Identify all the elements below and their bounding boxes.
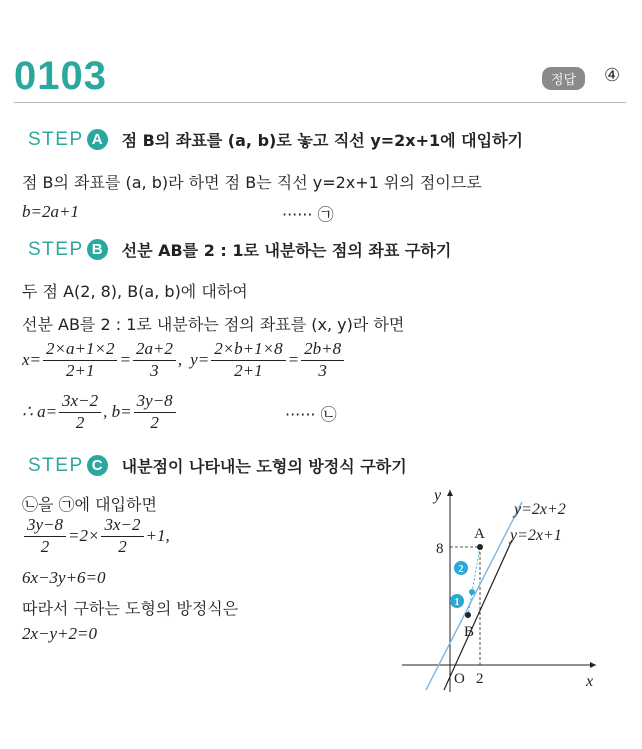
step-b-line1: 두 점 A(2, 8), B(a, b)에 대하여 bbox=[22, 282, 248, 301]
division-point-dot bbox=[469, 589, 475, 595]
frac-den: 2+1 bbox=[66, 360, 95, 380]
frac-num: 2×b+1×8 bbox=[211, 340, 285, 361]
step-b-badge: B bbox=[87, 239, 108, 260]
frac-den: 2 bbox=[118, 536, 127, 556]
point-b-label: B bbox=[464, 624, 475, 640]
ratio-2-label: 2 bbox=[458, 564, 464, 575]
frac-num: 3x−2 bbox=[59, 392, 101, 413]
step-a-line2: b=2a+1 bbox=[22, 202, 79, 221]
step-c-title: 내분점이 나타내는 도형의 방정식 구하기 bbox=[121, 457, 407, 476]
origin-label: O bbox=[454, 671, 465, 687]
line-label-2x-2: y=2x+2 bbox=[514, 501, 566, 518]
step-a-ref: ······ ㉠ bbox=[282, 205, 334, 224]
frac-den: 2 bbox=[150, 412, 159, 432]
step-b-title: 선분 AB를 2 : 1로 내분하는 점의 좌표 구하기 bbox=[121, 241, 452, 260]
comma: , bbox=[177, 350, 183, 370]
b-lhs: , b= bbox=[103, 402, 132, 422]
section-formula bbox=[22, 340, 346, 380]
frac-num: 2b+8 bbox=[301, 340, 344, 361]
y-axis-label: y bbox=[434, 487, 442, 504]
step-c-line1: ㉡을 ㉠에 대입하면 bbox=[22, 495, 157, 514]
eq-y-lhs: y= bbox=[190, 350, 210, 370]
point-b-dot bbox=[465, 612, 471, 618]
step-c-heading bbox=[28, 454, 407, 477]
x-tick-2: 2 bbox=[476, 671, 484, 687]
frac-den: 3 bbox=[318, 360, 327, 380]
problem-number: 0103 bbox=[14, 54, 107, 98]
therefore: ∴ a= bbox=[22, 402, 58, 422]
ratio-1-label: 1 bbox=[454, 597, 460, 608]
step-a-badge: A bbox=[87, 129, 108, 150]
frac-num: 3y−8 bbox=[24, 516, 66, 537]
frac-num: 3y−8 bbox=[134, 392, 176, 413]
step-b-line2: 선분 AB를 2 : 1로 내분하는 점의 좌표를 (x, y)라 하면 bbox=[22, 315, 405, 334]
step-c-line3: 6x−3y+6=0 bbox=[22, 568, 106, 587]
substitution-eq bbox=[22, 516, 170, 556]
step-c-line4: 따라서 구하는 도형의 방정식은 bbox=[22, 599, 239, 618]
step-a-heading bbox=[28, 128, 523, 151]
eq-y-frac2 bbox=[301, 340, 344, 380]
step-a-title: 점 B의 좌표를 (a, b)로 놓고 직선 y=2x+1에 대입하기 bbox=[121, 131, 524, 150]
step-b-heading bbox=[28, 238, 451, 261]
frac-den: 2 bbox=[40, 536, 50, 556]
point-a-dot bbox=[477, 544, 483, 550]
a-frac bbox=[59, 392, 101, 432]
frac-left bbox=[24, 516, 66, 556]
line-label-2x-1: y=2x+1 bbox=[510, 527, 562, 544]
point-a-label: A bbox=[474, 526, 485, 542]
eq-sign: = bbox=[119, 350, 131, 370]
step-c-badge: C bbox=[87, 455, 108, 476]
step-word: STEP bbox=[28, 128, 84, 150]
eq-x-lhs: x= bbox=[22, 350, 42, 370]
step-b-ref: ······ ㉡ bbox=[285, 405, 337, 424]
eq-sign: = bbox=[287, 350, 300, 370]
eq-x-frac2 bbox=[133, 340, 176, 380]
step-a-line1: 점 B의 좌표를 (a, b)라 하면 점 B는 직선 y=2x+1 위의 점이므로 bbox=[22, 173, 482, 192]
eq-y-frac1 bbox=[211, 340, 285, 380]
frac-den: 2+1 bbox=[234, 360, 263, 380]
frac-right bbox=[101, 516, 143, 556]
header-rule bbox=[14, 102, 626, 103]
coordinate-graph bbox=[400, 480, 622, 700]
x-axis-label: x bbox=[586, 673, 594, 690]
step-word: STEP bbox=[28, 238, 84, 260]
y-tick-8: 8 bbox=[436, 541, 444, 557]
a-b-solution bbox=[22, 392, 178, 432]
line-y-2x-1 bbox=[444, 540, 512, 690]
frac-num: 2a+2 bbox=[133, 340, 176, 361]
answer-value: ④ bbox=[604, 65, 621, 86]
eq-end: +1, bbox=[145, 526, 170, 546]
eq-x-frac1 bbox=[43, 340, 117, 380]
b-frac bbox=[134, 392, 176, 432]
frac-den: 2 bbox=[75, 412, 85, 432]
eq-mid: =2× bbox=[68, 526, 100, 546]
answer-badge: 정답 bbox=[542, 67, 585, 90]
frac-num: 2×a+1×2 bbox=[43, 340, 117, 361]
frac-den: 3 bbox=[150, 360, 159, 380]
step-word: STEP bbox=[28, 454, 84, 476]
frac-num: 3x−2 bbox=[101, 516, 143, 537]
step-c-line5: 2x−y+2=0 bbox=[22, 624, 98, 643]
